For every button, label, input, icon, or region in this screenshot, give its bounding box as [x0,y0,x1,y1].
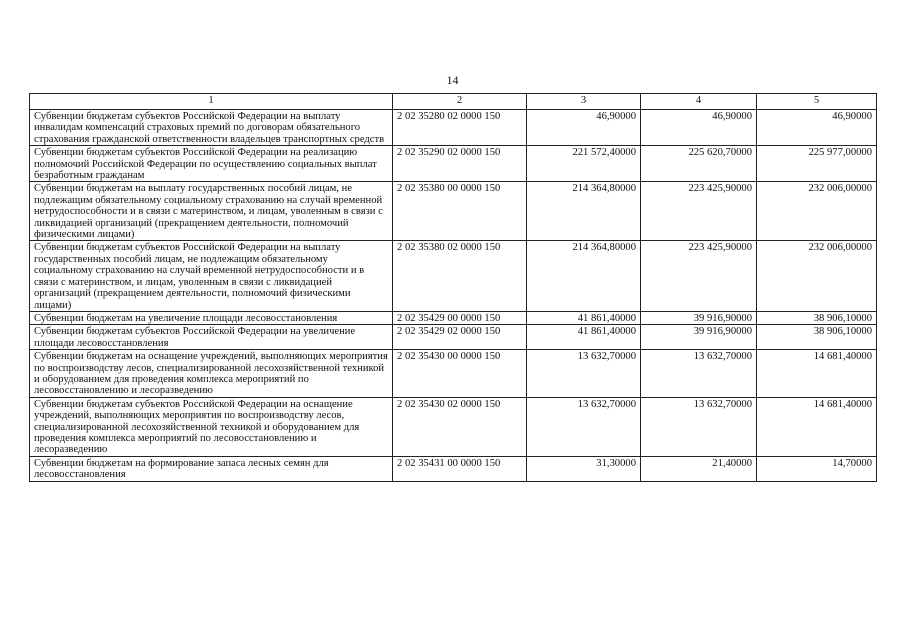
row-name: Субвенции бюджетам субъектов Российской Федерации на увеличение площади лесовосстановления [30,325,393,350]
row-name: Субвенции бюджетам на увеличение площади лесовосстановления [30,311,393,324]
table-row [30,397,877,456]
row-code: 2 02 35290 02 0000 150 [393,146,527,182]
row-value-col5: 38 906,10000 [757,311,877,324]
row-name: Субвенции бюджетам субъектов Российской Федерации на реализацию полномочий Российской Федерации по осуществлению социальных выплат безработным гражданам [30,146,393,182]
row-name: Субвенции бюджетам субъектов Российской Федерации на оснащение учреждений, выполняющих мероприятия по воспроизводству лесов, специализированной лесохозяйственной техникой и оборудованием для проведения комплекса мероприятий по лесовосстановлению и лесоразведению [30,397,393,456]
row-value-col4: 225 620,70000 [641,146,757,182]
row-value-col3: 13 632,70000 [527,350,641,398]
column-header-3: 3 [527,94,641,110]
row-value-col5: 14 681,40000 [757,350,877,398]
table-row [30,311,877,324]
row-code: 2 02 35430 02 0000 150 [393,397,527,456]
row-value-col5: 46,90000 [757,110,877,146]
table-row [30,456,877,481]
row-code: 2 02 35431 00 0000 150 [393,456,527,481]
column-header-2: 2 [393,94,527,110]
column-header-1: 1 [30,94,393,110]
row-value-col4: 21,40000 [641,456,757,481]
row-value-col3: 46,90000 [527,110,641,146]
row-value-col5: 232 006,00000 [757,241,877,311]
row-value-col4: 223 425,90000 [641,182,757,241]
row-value-col3: 221 572,40000 [527,146,641,182]
table-row [30,182,877,241]
row-value-col3: 31,30000 [527,456,641,481]
row-value-col3: 214 364,80000 [527,241,641,311]
row-name: Субвенции бюджетам на оснащение учреждений, выполняющих мероприятия по воспроизводству лесов, специализированной лесохозяйственной техникой и оборудованием для проведения комплекса мероприятий по лесовосстановлению и лесоразведению [30,350,393,398]
row-value-col3: 13 632,70000 [527,397,641,456]
row-value-col4: 39 916,90000 [641,311,757,324]
row-value-col5: 232 006,00000 [757,182,877,241]
row-name: Субвенции бюджетам субъектов Российской Федерации на выплату инвалидам компенсаций страховых премий по договорам обязательного страхования гражданской ответственности владельцев транспортных средств [30,110,393,146]
row-code: 2 02 35280 02 0000 150 [393,110,527,146]
row-code: 2 02 35429 02 0000 150 [393,325,527,350]
table-row [30,350,877,398]
row-value-col4: 13 632,70000 [641,350,757,398]
header-row [30,94,877,110]
row-code: 2 02 35380 00 0000 150 [393,182,527,241]
row-name: Субвенции бюджетам субъектов Российской Федерации на выплату государственных пособий лицам, не подлежащим обязательному социальному страхованию на случай временной нетрудоспособности и в связи с материнством, и лицам, уволенным в связи с ликвидацией организаций (прекращением деятельности, полномочий физическими лицами) [30,241,393,311]
row-value-col3: 214 364,80000 [527,182,641,241]
row-code: 2 02 35429 00 0000 150 [393,311,527,324]
row-value-col4: 39 916,90000 [641,325,757,350]
page-number: 14 [446,73,459,87]
row-value-col3: 41 861,40000 [527,311,641,324]
row-value-col5: 14 681,40000 [757,397,877,456]
row-value-col4: 46,90000 [641,110,757,146]
row-value-col5: 14,70000 [757,456,877,481]
table-row [30,110,877,146]
table-row [30,146,877,182]
row-value-col3: 41 861,40000 [527,325,641,350]
row-value-col5: 225 977,00000 [757,146,877,182]
row-value-col4: 13 632,70000 [641,397,757,456]
row-code: 2 02 35430 00 0000 150 [393,350,527,398]
row-value-col5: 38 906,10000 [757,325,877,350]
budget-table [29,93,877,482]
column-header-5: 5 [757,94,877,110]
table-row [30,241,877,311]
row-name: Субвенции бюджетам на формирование запаса лесных семян для лесовосстановления [30,456,393,481]
row-value-col4: 223 425,90000 [641,241,757,311]
column-header-4: 4 [641,94,757,110]
table-row [30,325,877,350]
row-code: 2 02 35380 02 0000 150 [393,241,527,311]
row-name: Субвенции бюджетам на выплату государственных пособий лицам, не подлежащим обязательному социальному страхованию на случай временной нетрудоспособности и в связи с материнством, и лицам, уволенным в связи с ликвидацией организаций (прекращением деятельности, полномочий физическими лицами) [30,182,393,241]
